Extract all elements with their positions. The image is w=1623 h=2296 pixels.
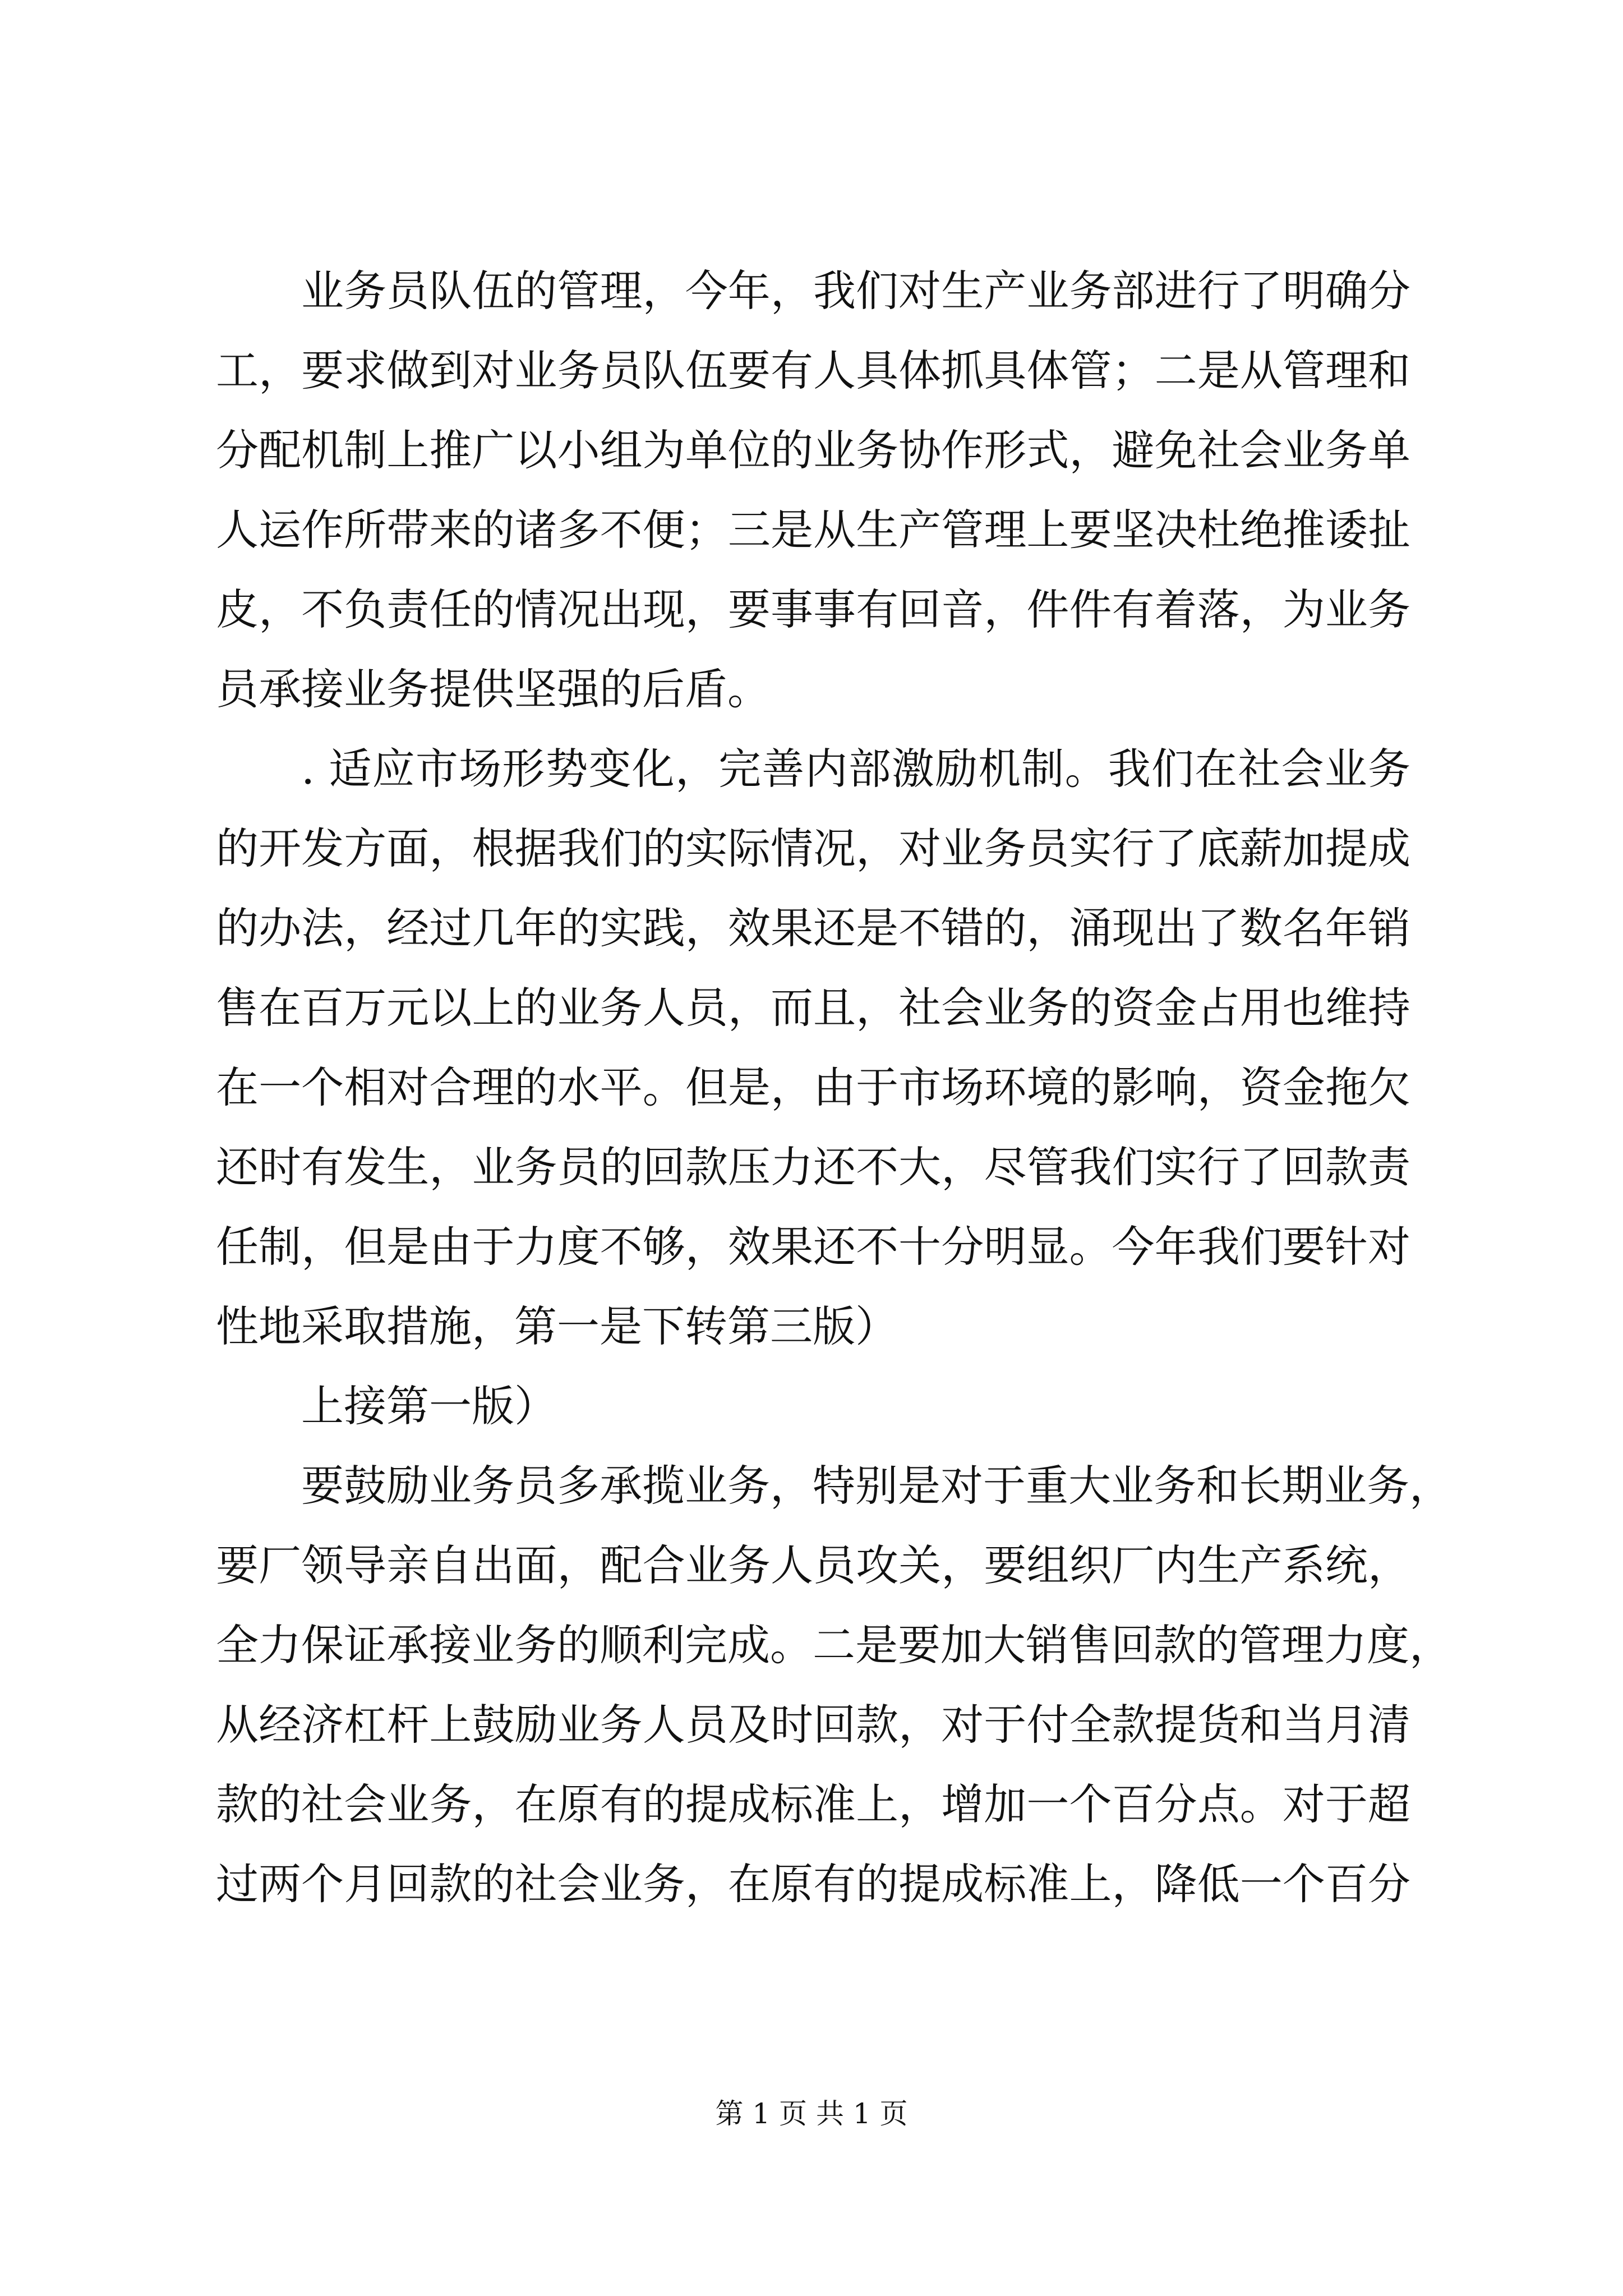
text-line: 在一个相对合理的水平。但是，由于市场环境的影响，资金拖欠: [216, 1062, 1410, 1112]
paragraph: [216, 1366, 1410, 1446]
paragraph: [216, 729, 1410, 1366]
page-number-footer: 第 1 页 共 1 页: [715, 2097, 908, 2130]
text-line: 要鼓励业务员多承揽业务，特别是对于重大业务和长期业务，: [301, 1461, 1452, 1511]
text-line: 分配机制上推广以小组为单位的业务协作形式，避免社会业务单: [216, 425, 1410, 475]
text-line: . 适应市场形势变化，完善内部激励机制。我们在社会业务: [301, 744, 1410, 794]
text-line: 的办法，经过几年的实践，效果还是不错的，涌现出了数名年销: [216, 903, 1410, 953]
text-line: 售在百万元以上的业务人员，而且，社会业务的资金占用也维持: [216, 983, 1410, 1033]
paragraph: [216, 1446, 1452, 1924]
text-line: 人运作所带来的诸多不便；三是从生产管理上要坚决杜绝推诿扯: [216, 505, 1410, 555]
text-line: 任制，但是由于力度不够，效果还不十分明显。今年我们要针对: [216, 1222, 1410, 1272]
text-line: 皮，不负责任的情况出现，要事事有回音，件件有着落，为业务: [216, 585, 1410, 634]
text-line: 从经济杠杆上鼓励业务人员及时回款，对于付全款提货和当月清: [216, 1700, 1410, 1750]
text-line: 过两个月回款的社会业务，在原有的提成标准上，降低一个百分: [216, 1859, 1410, 1909]
text-line: 上接第一版）: [301, 1381, 557, 1431]
text-line: 款的社会业务，在原有的提成标准上，增加一个百分点。对于超: [216, 1779, 1410, 1829]
paragraph: [216, 251, 1410, 729]
text-line: 全力保证承接业务的顺利完成。二是要加大销售回款的管理力度，: [216, 1620, 1452, 1670]
document-body: [216, 251, 1452, 1924]
text-line: 还时有发生，业务员的回款压力还不大，尽管我们实行了回款责: [216, 1142, 1410, 1192]
text-line: 员承接业务提供坚强的后盾。: [216, 664, 770, 714]
text-line: 性地采取措施，第一是下转第三版）: [216, 1301, 898, 1351]
text-line: 的开发方面，根据我们的实际情况，对业务员实行了底薪加提成: [216, 823, 1410, 873]
text-line: 要厂领导亲自出面，配合业务人员攻关，要组织厂内生产系统，: [216, 1540, 1410, 1590]
text-line: 业务员队伍的管理，今年，我们对生产业务部进行了明确分: [301, 266, 1410, 316]
text-line: 工，要求做到对业务员队伍要有人具体抓具体管；二是从管理和: [216, 346, 1410, 395]
